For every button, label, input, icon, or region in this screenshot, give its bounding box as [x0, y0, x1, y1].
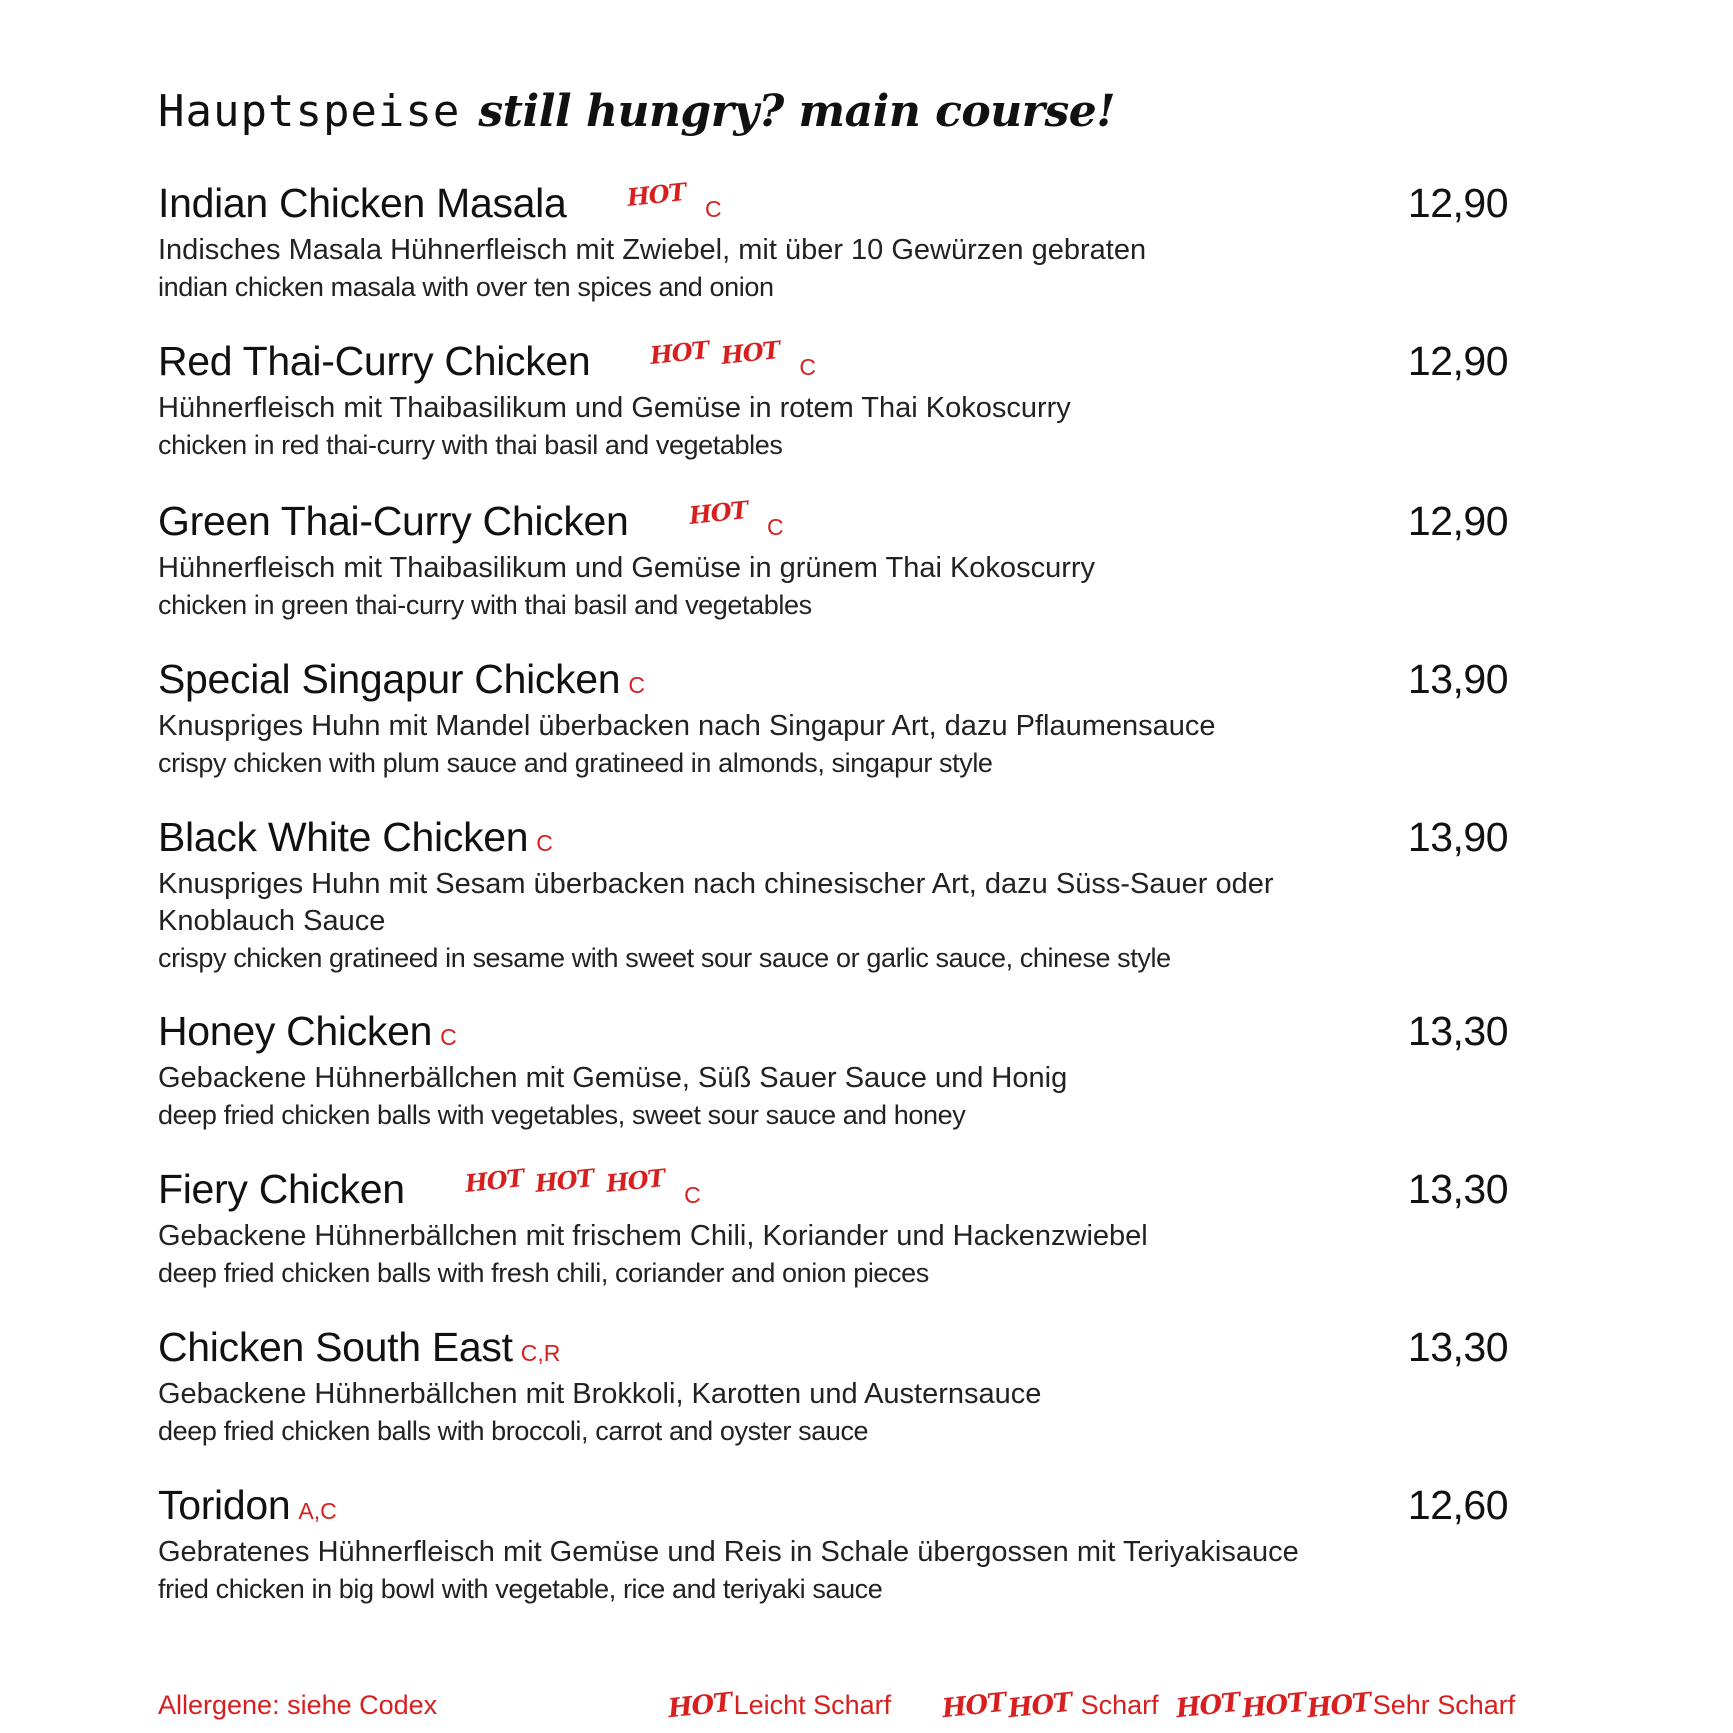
legend-mild-label: Leicht Scharf	[733, 1690, 892, 1720]
hot-chili-icon: HOT	[1305, 1687, 1373, 1725]
heading-sub: still hungry? main course!	[478, 86, 1116, 137]
page-heading	[158, 86, 1115, 146]
price: 12,90	[1407, 498, 1508, 544]
hot-chili-icon: HOT	[666, 1687, 733, 1725]
hot-chili-icon: HOT	[1006, 1687, 1073, 1725]
dish-name: Special Singapur Chicken	[158, 656, 621, 702]
description-english: deep fried chicken balls with vegetables, sweet sour sauce and honey	[158, 1100, 966, 1130]
menu-item-title-row	[158, 1482, 1508, 1534]
legend-very-hot-label: Sehr Scharf	[1372, 1690, 1516, 1720]
description-english: chicken in red thai-curry with thai basil and vegetables	[158, 430, 783, 460]
price: 13,90	[1407, 656, 1508, 702]
legend-hot	[940, 1687, 1159, 1725]
spice-level	[625, 177, 697, 212]
description-english: crispy chicken with plum sauce and gratineed in almonds, singapur style	[158, 748, 993, 778]
hot-chili-icon: HOT	[719, 335, 781, 370]
menu-item	[158, 1163, 1508, 1292]
description-german: Hühnerfleisch mit Thaibasilikum und Gemüse in grünem Thai Kokoscurry	[158, 552, 1096, 584]
allergen-codes: C,R	[520, 1340, 561, 1366]
hot-chili-icon: HOT	[1240, 1687, 1307, 1725]
menu-item	[158, 495, 1508, 624]
description-english: deep fried chicken balls with broccoli, carrot and oyster sauce	[158, 1416, 869, 1446]
footer	[0, 1687, 1733, 1730]
description-german: Knuspriges Huhn mit Sesam überbacken nach chinesischer Art, dazu Süss-Sauer oder Knoblauch Sauce	[158, 868, 1274, 937]
price: 13,30	[1407, 1166, 1508, 1212]
description-english: crispy chicken gratineed in sesame with sweet sour sauce or garlic sauce, chinese style	[158, 943, 1171, 973]
dish-name: Green Thai-Curry Chicken	[158, 498, 629, 544]
description-german: Gebackene Hühnerbällchen mit frischem Chili, Koriander und Hackenzwiebel	[158, 1220, 1148, 1252]
allergen-note: Allergene: siehe Codex	[158, 1690, 438, 1720]
legend-mild	[666, 1687, 892, 1725]
hot-chili-icon: HOT	[533, 1163, 595, 1198]
allergen-codes: C	[704, 196, 722, 222]
menu-item	[158, 1008, 1508, 1134]
menu-item	[158, 656, 1508, 782]
price: 12,90	[1407, 338, 1508, 384]
allergen-codes: C	[440, 1024, 457, 1050]
spice-level	[649, 335, 791, 370]
legend-very-hot-hot	[1174, 1687, 1373, 1725]
dish-name: Toridon	[158, 1482, 291, 1528]
description-german: Hühnerfleisch mit Thaibasilikum und Gemüse in rotem Thai Kokoscurry	[158, 392, 1071, 424]
description-german: Gebackene Hühnerbällchen mit Gemüse, Süß Sauer Sauce und Honig	[158, 1062, 1068, 1094]
legend-hot-label: Scharf	[1080, 1690, 1159, 1720]
spice-level	[463, 1163, 676, 1198]
hot-chili-icon: HOT	[687, 495, 749, 530]
price: 13,30	[1407, 1324, 1508, 1370]
dish-name: Indian Chicken Masala	[158, 180, 567, 226]
dish-name: Honey Chicken	[158, 1008, 433, 1054]
dish-name: Chicken South East	[158, 1324, 513, 1370]
menu-item-title-row	[158, 1324, 1508, 1376]
menu-item	[158, 814, 1508, 977]
description-german: Gebackene Hühnerbällchen mit Brokkoli, Karotten und Austernsauce	[158, 1378, 1042, 1410]
legend-hot-hot	[940, 1687, 1073, 1725]
legend-mild-hot	[666, 1687, 734, 1725]
menu-item	[158, 335, 1508, 464]
menu-item	[158, 177, 1508, 306]
menu-item-title-row	[158, 495, 1508, 550]
menu-item	[158, 1324, 1508, 1450]
menu-item-title-row	[158, 814, 1508, 866]
description-german: Knuspriges Huhn mit Mandel überbacken nach Singapur Art, dazu Pflaumensauce	[158, 710, 1216, 742]
allergen-codes: A,C	[298, 1498, 337, 1524]
legend-very-hot	[1174, 1687, 1516, 1725]
description-german: Gebratenes Hühnerfleisch mit Gemüse und Reis in Schale übergossen mit Teriyakisauce	[158, 1536, 1299, 1568]
menu-item-title-row	[158, 335, 1508, 390]
menu-item-title-row	[158, 1008, 1508, 1060]
allergen-codes: C	[628, 672, 645, 698]
hot-chili-icon: HOT	[940, 1687, 1007, 1725]
allergen-codes: C	[684, 1182, 701, 1208]
description-english: chicken in green thai-curry with thai basil and vegetables	[158, 590, 812, 620]
description-english: fried chicken in big bowl with vegetable, rice and teriyaki sauce	[158, 1574, 883, 1604]
spice-level	[687, 495, 759, 530]
menu-item-title-row	[158, 1163, 1508, 1218]
menu-item	[158, 1482, 1508, 1608]
price: 13,30	[1407, 1008, 1508, 1054]
dish-name: Black White Chicken	[158, 814, 529, 860]
description-english: deep fried chicken balls with fresh chili, coriander and onion pieces	[158, 1258, 929, 1288]
price: 13,90	[1407, 814, 1508, 860]
price: 12,90	[1407, 180, 1508, 226]
hot-chili-icon: HOT	[1174, 1687, 1241, 1725]
hot-chili-icon: HOT	[625, 177, 687, 212]
allergen-codes: C	[536, 830, 553, 856]
menu-item-title-row	[158, 656, 1508, 708]
description-german: Indisches Masala Hühnerfleisch mit Zwiebel, mit über 10 Gewürzen gebraten	[158, 234, 1147, 266]
hot-chili-icon: HOT	[649, 335, 711, 370]
description-english: indian chicken masala with over ten spices and onion	[158, 272, 774, 302]
hot-chili-icon: HOT	[604, 1163, 666, 1198]
heading-main: Hauptspeise	[158, 86, 461, 137]
dish-name: Fiery Chicken	[158, 1166, 405, 1212]
allergen-codes: C	[767, 514, 784, 540]
menu-item-title-row	[158, 177, 1508, 232]
hot-chili-icon: HOT	[463, 1163, 525, 1198]
allergen-codes: C	[799, 354, 816, 380]
price: 12,60	[1407, 1482, 1508, 1528]
dish-name: Red Thai-Curry Chicken	[158, 338, 591, 384]
